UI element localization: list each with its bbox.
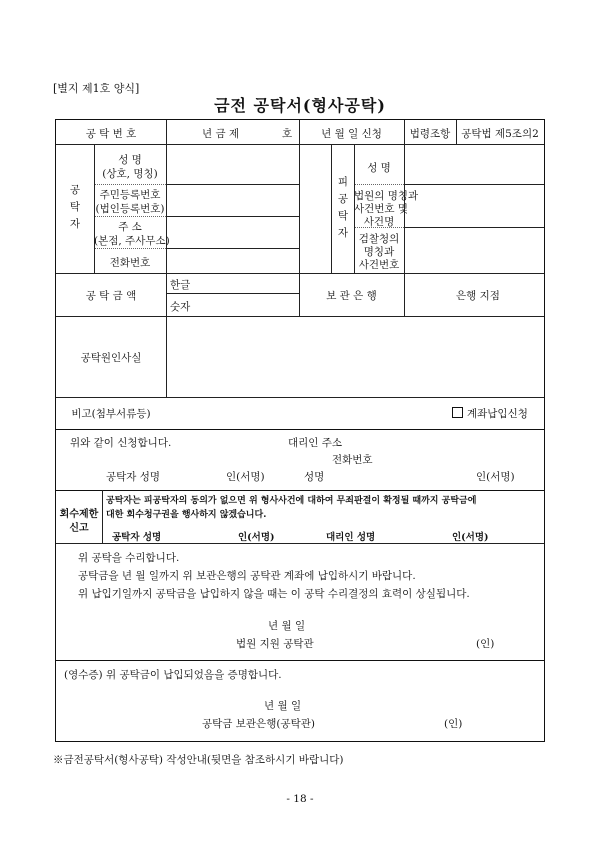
guide-note: ※금전공탁서(형사공탁) 작성안내(뒷면을 참조하시기 바랍니다)	[53, 754, 344, 766]
page-title: 금전 공탁서(형사공탁)	[214, 96, 386, 115]
application-date-label: 년 월 일 신청	[321, 128, 382, 140]
statute-value: 공탁법 제5조의2	[461, 128, 539, 140]
receipt-bank-line: 공탁금 보관은행(공탁관)	[202, 718, 315, 730]
waiver-seal-1: 인(서명)	[238, 532, 275, 543]
waiver-seal-2: 인(서명)	[452, 532, 489, 543]
waiver-text-2: 대한 회수청구권을 행사하지 않겠습니다.	[106, 510, 267, 520]
bank-label: 보 관 은 행	[326, 290, 377, 302]
amount-number-label: 숫자	[170, 301, 191, 313]
account-deposit-option[interactable]	[452, 406, 528, 421]
prosecutor-label-1: 검찰청의	[358, 233, 400, 245]
year-label: 년 금 제	[202, 128, 240, 140]
agent-address-label: 대리인 주소	[288, 437, 343, 449]
bank-value: 은행 지점	[456, 290, 500, 302]
prosecutor-label-2: 명칭과	[363, 246, 395, 258]
waiver-agent-name-label: 대리인 성명	[326, 532, 376, 543]
court-label-2: 사건번호 및	[354, 203, 409, 215]
depositor-name-label: 성 명	[118, 154, 142, 166]
amount-korean-label: 한글	[170, 279, 191, 291]
depositor-reg-no-label: 주민등록번호	[99, 189, 161, 201]
waiver-text-1: 공탁자는 피공탁자의 동의가 없으면 위 형사사건에 대하여 무죄판결이 확정될 때까지 공탁금에	[106, 496, 477, 506]
acceptance-date-line: 년 월 일	[268, 620, 306, 632]
account-deposit-label: 계좌납입신청	[467, 408, 528, 420]
waiver-label-1: 회수제한	[59, 509, 99, 520]
acceptance-line-1: 위 공탁을 수리합니다.	[78, 552, 180, 564]
form-number: [별지 제1호 양식]	[53, 82, 140, 95]
acceptance-line-2: 공탁금을 년 월 일까지 위 보관은행의 공탁관 계좌에 납입하시기 바랍니다.	[78, 570, 416, 582]
receipt-line-1: (영수증) 위 공탁금이 납입되었음을 증명합니다.	[64, 669, 282, 681]
receipt-seal: (인)	[444, 718, 463, 730]
ho-label: 호	[282, 128, 293, 140]
prosecutor-label-3: 사건번호	[358, 259, 400, 271]
application-statement: 위와 같이 신청합니다.	[70, 437, 172, 449]
cause-label: 공탁원인사실	[80, 352, 142, 364]
depositor-reg-no-sub: (법인등록번호)	[95, 203, 165, 215]
checkbox-icon[interactable]	[452, 407, 463, 418]
waiver-depositor-name-label: 공탁자 성명	[112, 532, 162, 543]
depositor-name-sub: (상호, 명칭)	[102, 168, 158, 180]
case-number-label: 공 탁 번 호	[85, 128, 137, 140]
receipt-date-line: 년 월 일	[264, 700, 302, 712]
depositor-phone-label: 전화번호	[109, 257, 151, 269]
application-seal-2: 인(서명)	[476, 471, 515, 483]
depositor-address-label: 주 소	[118, 221, 142, 233]
waiver-label-2: 신고	[69, 523, 89, 534]
acceptance-court-line: 법원 지원 공탁관	[236, 638, 314, 650]
amount-label: 공 탁 금 액	[85, 290, 137, 302]
page-number: - 18 -	[286, 793, 314, 805]
acceptance-line-3: 위 납입기일까지 공탁금을 납입하지 않을 때는 이 공탁 수리결정의 효력이 상실됩니다.	[78, 588, 470, 600]
application-agent-name-label: 성명	[304, 471, 325, 483]
court-label-1: 법원의 명칭과	[354, 190, 419, 202]
court-label-3: 사건명	[363, 216, 395, 228]
application-seal-1: 인(서명)	[226, 471, 265, 483]
depositee-name-label: 성 명	[367, 162, 391, 174]
remarks-label: 비고(첨부서류등)	[71, 408, 151, 420]
application-depositor-name-label: 공탁자 성명	[106, 471, 161, 483]
agent-phone-label: 전화번호	[332, 454, 373, 466]
form-frame	[55, 119, 545, 742]
acceptance-seal: (인)	[476, 638, 495, 650]
depositor-address-sub: (본점, 주사무소)	[94, 235, 170, 247]
depositee-side-label: 피 공 탁 자	[337, 176, 349, 239]
depositor-side-label: 공 탁 자	[69, 184, 81, 230]
statute-label: 법령조항	[409, 128, 451, 140]
